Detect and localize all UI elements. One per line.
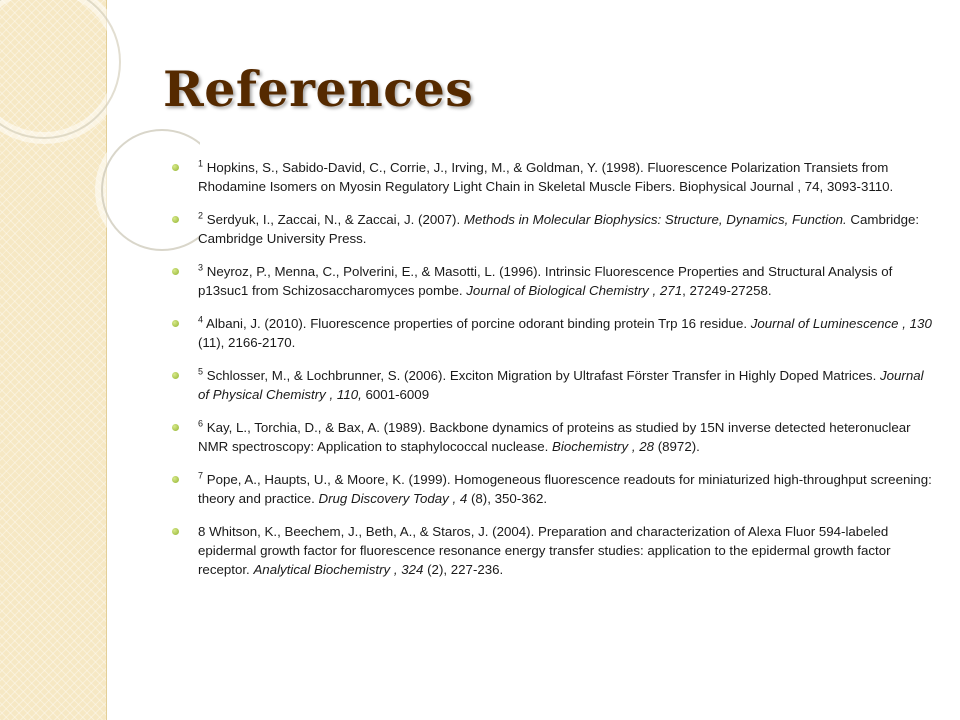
reference-item: $^2$ Serdyuk, I., Zaccai, N., & Zaccai, J. (2007). Methods in Molecular Biophysics: Structure, Dynamics, Function. Cambridge: Cambridge University Press. (170, 210, 935, 248)
reference-item: $^6$ Kay, L., Torchia, D., & Bax, A. (1989). Backbone dynamics of proteins as studied by 15N inverse detected heteronuclear NMR spectroscopy: Application to staphylococcal nuclease. Biochemistry , 28 (8972). (170, 418, 935, 456)
bullet-icon (172, 528, 179, 535)
reference-item: $^7$ Pope, A., Haupts, U., & Moore, K. (1999). Homogeneous fluorescence readouts for miniaturized high-throughput screening: theory and practice. Drug Discovery Today , 4 (8), 350-362. (170, 470, 935, 508)
reference-number: 2 (198, 210, 204, 221)
bullet-icon (172, 268, 179, 275)
reference-number: 5 (198, 366, 204, 377)
bullet-icon (172, 164, 179, 171)
bullet-icon (172, 320, 179, 327)
slide-title: References (163, 60, 474, 118)
reference-number: 1 (198, 158, 204, 169)
reference-number: 3 (198, 262, 204, 273)
decorative-side-panel (0, 0, 107, 720)
bullet-icon (172, 476, 179, 483)
bullet-icon (172, 372, 179, 379)
reference-number: 6 (198, 418, 204, 429)
reference-item: $^5$ Schlosser, M., & Lochbrunner, S. (2006). Exciton Migration by Ultrafast Förster Transfer in Highly Doped Matrices. Journal of Physical Chemistry , 110, 6001-6009 (170, 366, 935, 404)
reference-item: $^4$ Albani, J. (2010). Fluorescence properties of porcine odorant binding protein Trp 16 residue. Journal of Luminescence , 130 (11), 2166-2170. (170, 314, 935, 352)
bullet-icon (172, 216, 179, 223)
reference-item: 8 Whitson, K., Beechem, J., Beth, A., & Staros, J. (2004). Preparation and characterization of Alexa Fluor 594-labeled epidermal growth factor for fluorescence resonance energy transfer studies: application to the epidermal growth factor receptor. Analytical Biochemistry , 324 (2), 227-236. (170, 522, 935, 579)
bullet-icon (172, 424, 179, 431)
reference-number: 4 (198, 314, 204, 325)
reference-list (170, 158, 935, 593)
reference-item: $^3$ Neyroz, P., Menna, C., Polverini, E., & Masotti, L. (1996). Intrinsic Fluorescence Properties and Structural Analysis of p13suc1 from Schizosaccharomyces pombe. Journal of Biological Chemistry , 271, 27249-27258. (170, 262, 935, 300)
reference-number: 7 (198, 470, 204, 481)
reference-item: $^1$ Hopkins, S., Sabido-David, C., Corrie, J., Irving, M., & Goldman, Y. (1998). Fluorescence Polarization Transiets from Rhodamine Isomers on Myosin Regulatory Light Chain in Skeletal Muscle Fibers. Biophysical Journal , 74, 3093-3110. (170, 158, 935, 196)
